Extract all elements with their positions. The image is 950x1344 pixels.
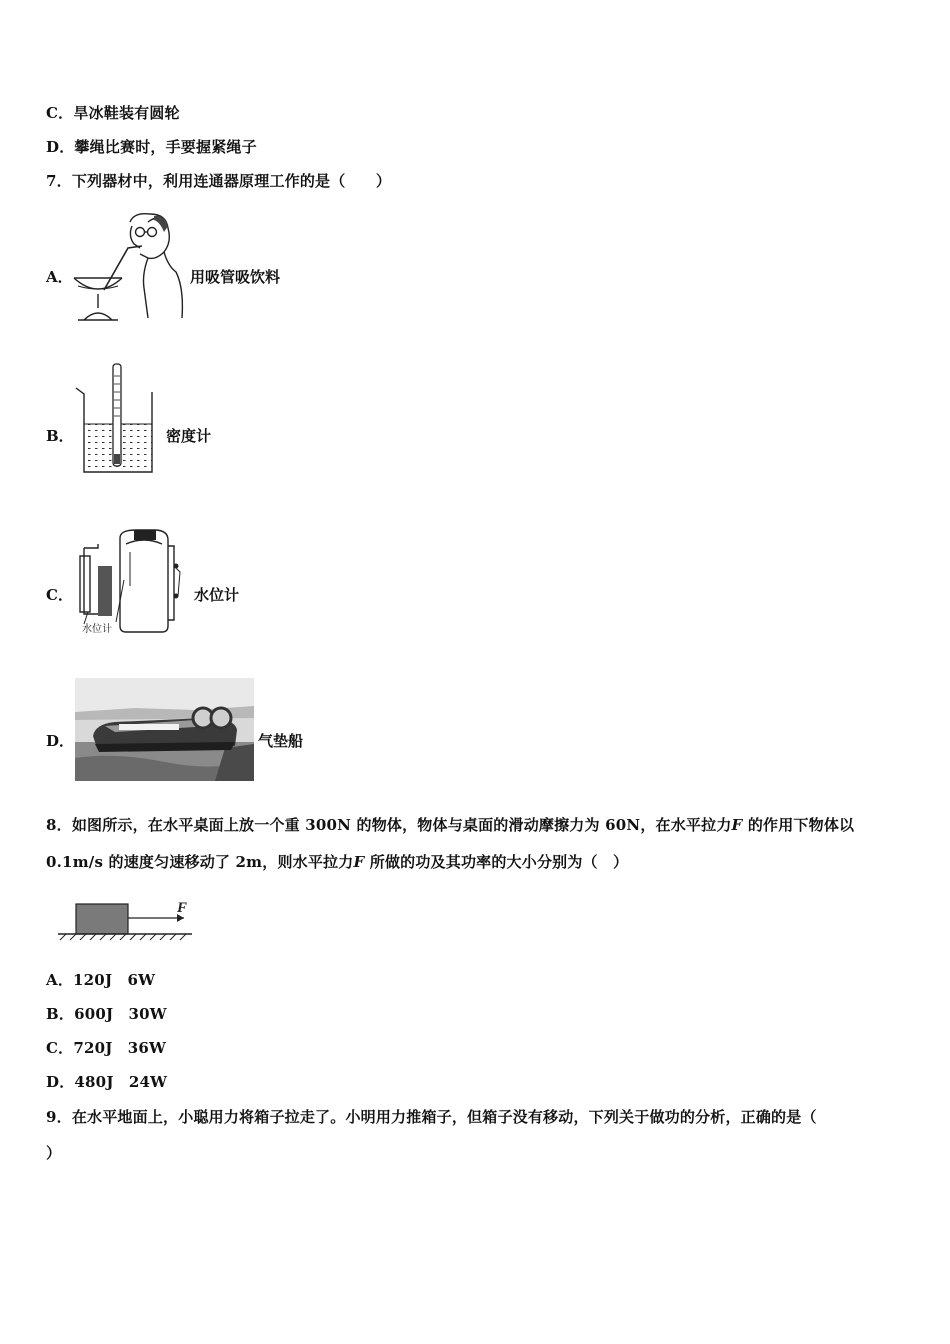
- q7-option-d-caption: 气垫船: [258, 732, 304, 750]
- straw-drinking-illustration: [68, 208, 186, 324]
- q8-force-symbol-2: F: [353, 853, 365, 871]
- q8-stem-line2-text-b: 所做的功及其功率的大小分别为（ ）: [369, 853, 629, 871]
- q7-stem: 7．下列器材中，利用连通器原理工作的是（ ）: [46, 172, 392, 190]
- q8-option-a: A．120J 6W: [46, 971, 156, 989]
- q7-option-c-caption: 水位计: [194, 586, 240, 604]
- q7-option-b-letter: B．: [46, 427, 74, 445]
- q7-option-d-letter: D．: [46, 732, 75, 750]
- q8-stem-line2-text-a: 0.1m/s 的速度匀速移动了 2m，则水平拉力: [46, 853, 354, 871]
- q6-option-d: D．攀绳比赛时，手要握紧绳子: [46, 138, 257, 156]
- force-label-f: F: [177, 900, 188, 916]
- q8-stem-line1: [46, 814, 854, 835]
- q8-force-symbol: F: [731, 816, 743, 834]
- q7-option-c-letter: C．: [46, 586, 73, 604]
- water-gauge-boiler-illustration: [74, 526, 186, 638]
- q8-stem-line1-text-a: 8．如图所示，在水平桌面上放一个重 300N 的物体，物体与桌面的滑动摩擦力为 60N，在水平拉力: [46, 816, 732, 834]
- q6-option-c: C．旱冰鞋装有圆轮: [46, 104, 180, 122]
- water-gauge-figure-label: 水位计: [82, 624, 112, 635]
- q9-stem-line2: ）: [46, 1144, 62, 1162]
- hovercraft-photo: [75, 678, 254, 781]
- q8-stem-line1-text-b: 的作用下物体以: [747, 816, 855, 834]
- q9-stem-line1: 9．在水平地面上，小聪用力将箱子拉走了。小明用力推箱子，但箱子没有移动，下列关于做功的分析，正确的是（: [46, 1108, 817, 1126]
- q7-option-b-caption: 密度计: [166, 427, 212, 445]
- q8-option-b: B．600J 30W: [46, 1005, 167, 1023]
- hydrometer-beaker-illustration: [72, 362, 162, 476]
- block-on-table-diagram: [56, 896, 196, 944]
- q8-option-d: D．480J 24W: [46, 1073, 168, 1091]
- q7-option-a-letter: A．: [46, 268, 73, 286]
- q8-option-c: C．720J 36W: [46, 1039, 167, 1057]
- q8-stem-line2: [46, 851, 628, 872]
- q7-option-a-caption: 用吸管吸饮料: [190, 268, 281, 286]
